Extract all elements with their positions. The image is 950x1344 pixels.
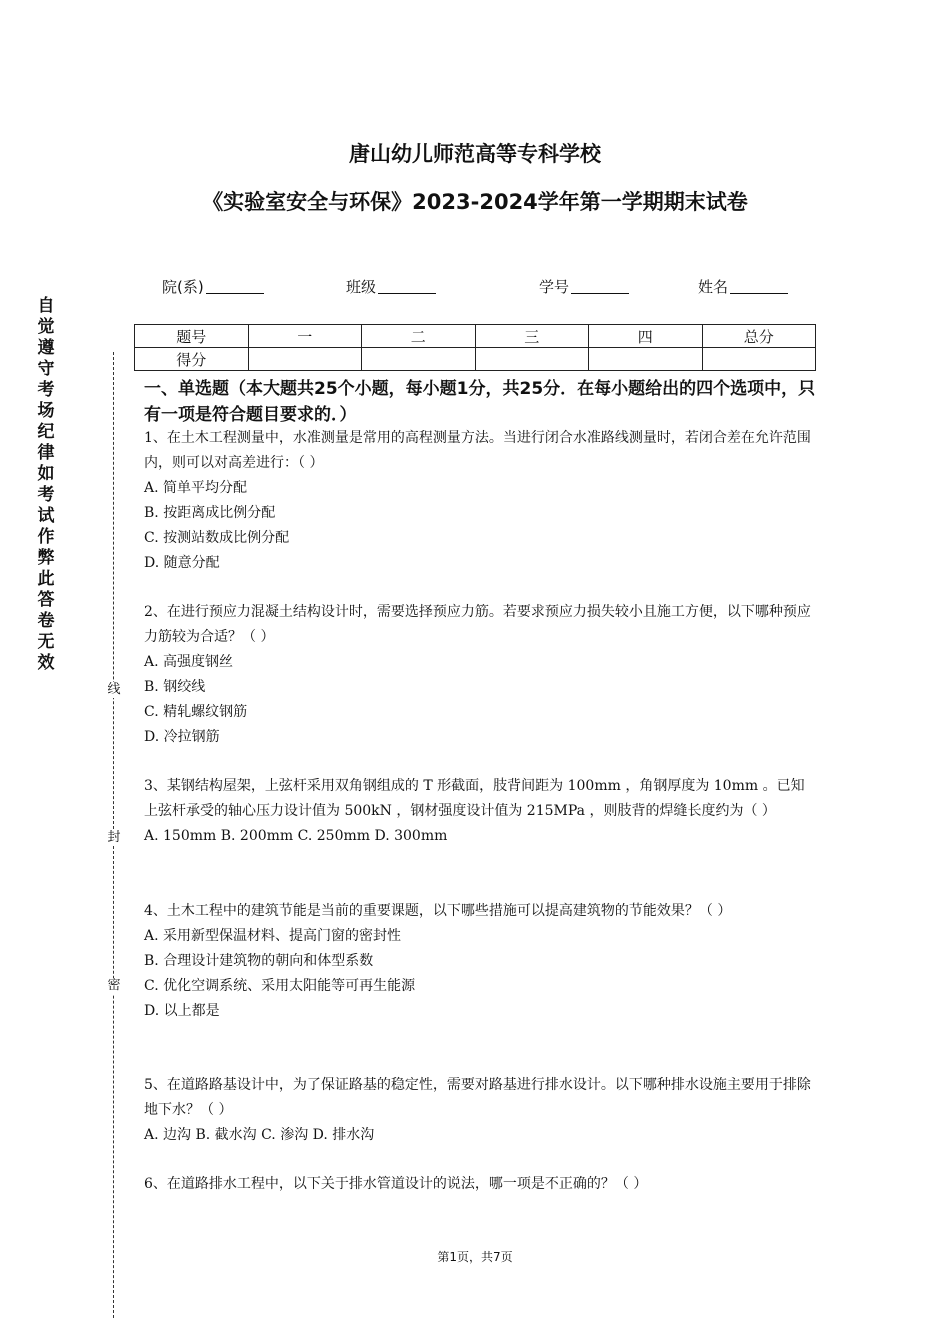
score-input-cell[interactable] — [475, 348, 589, 371]
exam-title: 《实验室安全与环保》2023-2024学年第一学期期末试卷 — [202, 190, 748, 214]
student-id-blank[interactable] — [571, 279, 629, 294]
option-b[interactable]: B. 按距离成比例分配 — [144, 505, 276, 521]
score-input-cell[interactable] — [362, 348, 476, 371]
section-heading: 一、单选题（本大题共25个小题，每小题1分，共25分．在每小题给出的四个选项中，只有一项是符合题目要求的．） — [144, 379, 816, 425]
score-cell: 一 — [248, 325, 362, 348]
score-cell: 得分 — [135, 348, 249, 371]
option-c[interactable]: C. 优化空调系统、采用太阳能等可再生能源 — [144, 978, 416, 994]
option-d[interactable]: D. 冷拉钢筋 — [144, 729, 220, 745]
score-input-cell[interactable] — [248, 348, 362, 371]
question-5 — [144, 1073, 812, 1148]
score-input-cell[interactable] — [589, 348, 703, 371]
option-c[interactable]: C. 按测站数成比例分配 — [144, 530, 290, 546]
name-label: 姓名 — [698, 278, 729, 296]
score-input-cell[interactable] — [702, 348, 816, 371]
class-blank[interactable] — [378, 279, 436, 294]
secret-mark: 密 — [104, 978, 124, 994]
score-table-score-row — [135, 348, 816, 371]
class-label: 班级 — [346, 278, 377, 296]
option-d[interactable]: D. 随意分配 — [144, 555, 220, 571]
seal-mark: 封 — [104, 830, 124, 846]
question-stem: 1、在土木工程测量中，水准测量是常用的高程测量方法。当进行闭合水准路线测量时，若闭合差在允许范围内，则可以对高差进行：（ ） — [144, 430, 811, 471]
score-cell: 二 — [362, 325, 476, 348]
option-b[interactable]: B. 钢绞线 — [144, 679, 206, 695]
score-table — [134, 324, 816, 371]
department-label: 院(系) — [162, 278, 204, 296]
page-number: 第1页，共7页 — [437, 1250, 513, 1264]
question-1 — [144, 426, 812, 576]
name-field[interactable] — [698, 276, 788, 297]
question-4 — [144, 899, 812, 1024]
question-stem: 3、某钢结构屋架，上弦杆采用双角钢组成的 T 形截面，肢背间距为 100mm ，角钢厚度为 10mm 。已知上弦杆承受的轴心压力设计值为 500kN ，钢材强度设计值为 215MPa ，则肢背的焊缝长度约为（ ） — [144, 778, 805, 819]
option-b[interactable]: B. 合理设计建筑物的朝向和体型系数 — [144, 953, 374, 969]
options-inline[interactable]: A. 150mm B. 200mm C. 250mm D. 300mm — [144, 828, 448, 844]
score-cell: 题号 — [135, 325, 249, 348]
option-a[interactable]: A. 高强度钢丝 — [144, 654, 234, 670]
question-stem: 2、在进行预应力混凝土结构设计时，需要选择预应力筋。若要求预应力损失较小且施工方便，以下哪种预应力筋较为合适？（ ） — [144, 604, 811, 645]
option-a[interactable]: A. 简单平均分配 — [144, 480, 248, 496]
name-blank[interactable] — [730, 279, 788, 294]
school-name: 唐山幼儿师范高等专科学校 — [349, 142, 601, 166]
question-stem: 5、在道路路基设计中，为了保证路基的稳定性，需要对路基进行排水设计。以下哪种排水设施主要用于排除地下水？（ ） — [144, 1077, 811, 1118]
question-6 — [144, 1172, 812, 1197]
line-mark: 线 — [104, 682, 124, 698]
question-2 — [144, 600, 812, 750]
class-field[interactable] — [346, 276, 436, 297]
score-cell: 总分 — [702, 325, 816, 348]
score-table-header-row — [135, 325, 816, 348]
option-a[interactable]: A. 采用新型保温材料、提高门窗的密封性 — [144, 928, 402, 944]
student-id-field[interactable] — [539, 276, 629, 297]
exam-discipline-notice: 自觉遵守考场纪律如考试作弊此答卷无效 — [37, 296, 55, 673]
student-id-label: 学号 — [539, 278, 570, 296]
option-c[interactable]: C. 精轧螺纹钢筋 — [144, 704, 248, 720]
question-3 — [144, 774, 812, 849]
options-inline[interactable]: A. 边沟 B. 截水沟 C. 渗沟 D. 排水沟 — [144, 1127, 375, 1143]
department-blank[interactable] — [206, 279, 264, 294]
question-stem: 4、土木工程中的建筑节能是当前的重要课题，以下哪些措施可以提高建筑物的节能效果？（ ） — [144, 903, 732, 919]
score-cell: 四 — [589, 325, 703, 348]
option-d[interactable]: D. 以上都是 — [144, 1003, 220, 1019]
department-field[interactable] — [162, 276, 264, 297]
question-stem: 6、在道路排水工程中，以下关于排水管道设计的说法，哪一项是不正确的？（ ） — [144, 1176, 648, 1192]
score-cell: 三 — [475, 325, 589, 348]
